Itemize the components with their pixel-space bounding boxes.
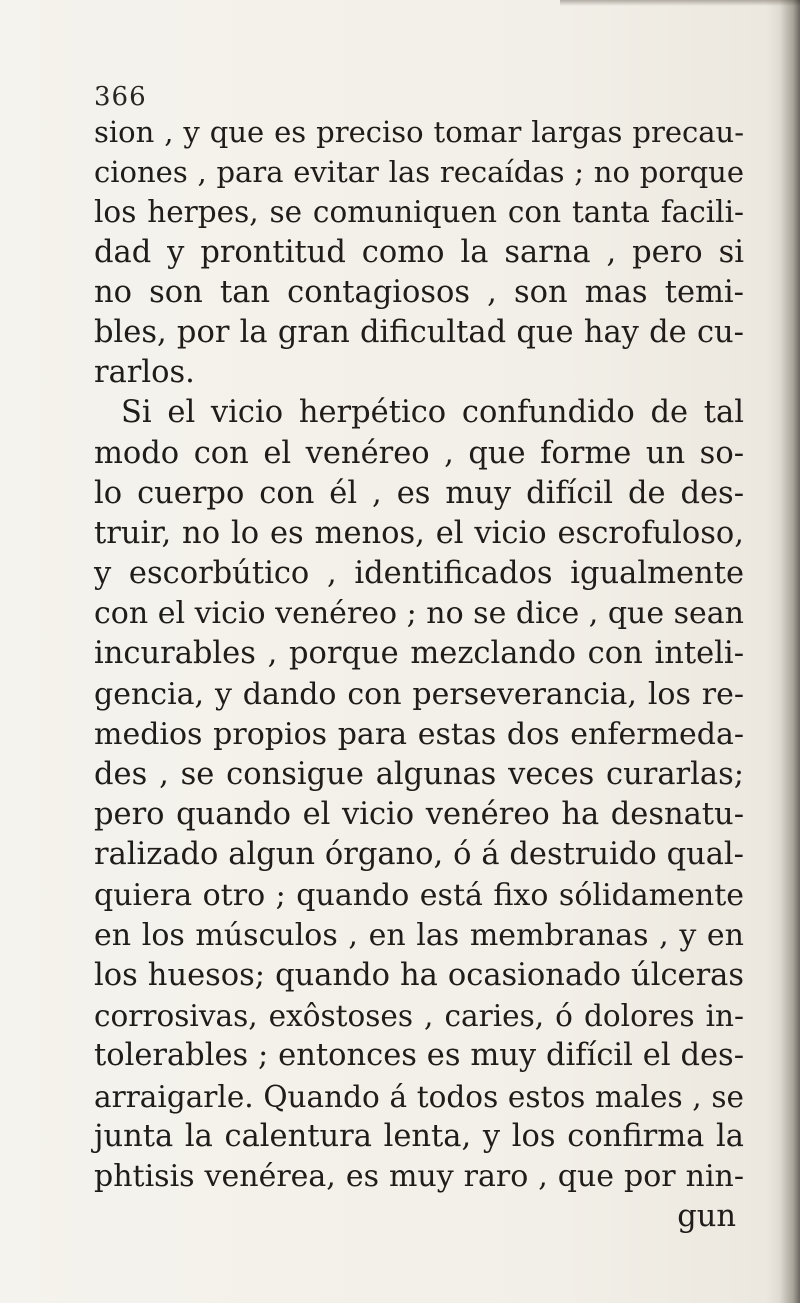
text-line: phtisis venérea, es muy raro , que por nin- — [94, 1158, 744, 1194]
text-line: lo cuerpo con él , es muy difícil de des- — [94, 475, 744, 511]
text-line: con el vicio venéreo ; no se dice , que sean — [94, 596, 744, 632]
text-line: y escorbútico , identificados igualmente — [94, 556, 744, 592]
text-line: medios propios para estas dos enfermeda- — [94, 716, 744, 752]
page-top-edge-shadow — [560, 0, 800, 6]
text-line: ralizado algun órgano, ó á destruido qual- — [94, 837, 744, 873]
body-text — [94, 112, 744, 1237]
text-line: pero quando el vicio venéreo ha desnatu- — [94, 797, 744, 833]
catchword: gun — [677, 1199, 736, 1235]
text-line: gencia, y dando con perseverancia, los re- — [94, 676, 744, 712]
page-number: 366 — [94, 82, 147, 112]
text-line: truir, no lo es menos, el vicio escrofuloso, — [94, 515, 744, 551]
page-gutter-shadow — [766, 0, 800, 1303]
paragraph-start-line: Si el vicio herpético confundido de tal — [121, 395, 744, 431]
text-line: los huesos; quando ha ocasionado úlceras — [94, 957, 744, 993]
text-line: junta la calentura lenta, y los confirma la — [94, 1118, 744, 1154]
text-line: des , se consigue algunas veces curarlas; — [94, 757, 744, 792]
text-line: corrosivas, exôstoses , caries, ó dolores in- — [94, 999, 744, 1034]
paragraph-end-line: rarlos. — [94, 355, 195, 391]
text-line: dad y prontitud como la sarna , pero si — [94, 234, 744, 270]
text-line: bles, por la gran dificultad que hay de cu- — [94, 314, 744, 350]
text-line: quiera otro ; quando está fixo sólidamente — [94, 877, 744, 913]
text-line: no son tan contagiosos , son mas temi- — [94, 274, 744, 310]
text-line: sion , y que es preciso tomar largas precau- — [94, 115, 744, 149]
text-line: incurables , porque mezclando con inteli- — [94, 636, 744, 672]
text-line: modo con el venéreo , que forme un so- — [94, 435, 744, 471]
text-line: arraigarle. Quando á todos estos males , se — [94, 1079, 744, 1114]
text-line: los herpes, se comuniquen con tanta facili- — [94, 195, 744, 230]
text-line: ciones , para evitar las recaídas ; no porque — [94, 155, 744, 190]
text-line: en los músculos , en las membranas , y en — [94, 917, 744, 953]
text-line: tolerables ; entonces es muy difícil el des- — [94, 1038, 744, 1074]
